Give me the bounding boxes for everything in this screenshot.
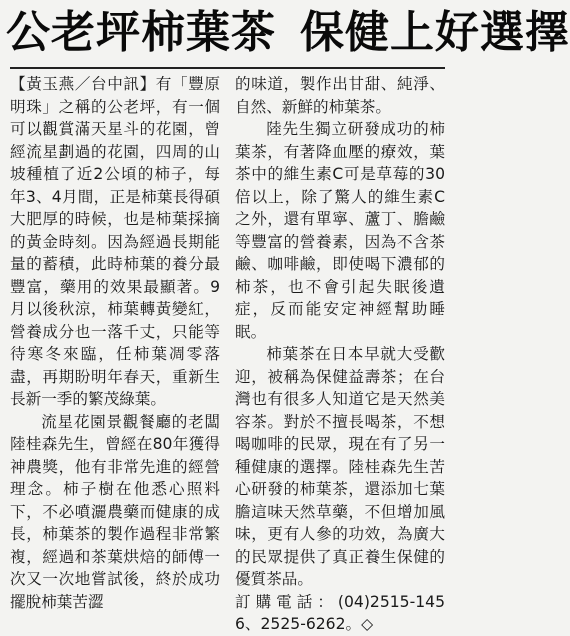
article-column-left: [10, 73, 220, 613]
paragraph-3: 陸先生獨立研發成功的柿葉茶，有著降血壓的療效，葉茶中的維生素C可是草莓的30倍以上，除了驚人的維生素C之外，還有單寧、蘆丁、膽鹼等豐富的營養素，因為不含茶鹼、咖啡鹼，即使喝下濃郁的柿茶，也不會引起失眠後遺症，反而能安定神經幫助睡眠。: [235, 120, 445, 341]
dateline: 【黃玉燕／台中訊】: [10, 75, 156, 93]
paragraph-4: 柿葉茶在日本早就大受歡迎，被稱為保健益壽茶；在台灣也有很多人知道它是天然美容茶。對於不擅長喝茶，不想喝咖啡的民眾，現在有了另一種健康的選擇。陸桂森先生苦心研發的柿葉茶，還添加七葉膽這味天然草藥，不但增加風味，更有人參的功效，為廣大的民眾提供了真正養生保健的優質茶品。: [235, 345, 445, 588]
headline-divider: [10, 67, 445, 69]
paragraph-2: 流星花園景觀餐廳的老闆陸桂森先生，曾經在80年獲得神農獎，他有非常先進的經營理念。柿子樹在他悉心照料下，不必噴灑農藥而健康的成長，柿葉茶的製作過程非常繁複，經過和茶葉烘焙的師傅一次又一次地嘗試後，終於成功擺脫柿葉苦澀: [10, 412, 220, 611]
headline: [6, 2, 570, 64]
article-column-right: [235, 73, 445, 636]
paragraph-1-text: 有「豐原明珠」之稱的公老坪，有一個可以觀賞滿天星斗的花園，曾經流星劃過的花園，四周的山坡種植了近2公頃的柿子，每年3、4月間，正是柿葉長得碩大肥厚的時候，也是柿葉採摘的黃金時刻。因為經過長期能量的蓄積，此時柿葉的養分最豐富，藥用的效果最顯著。9月以後秋涼，柿葉轉黃變紅，營養成分也一落千丈，只能等待寒冬來臨，任柿葉凋零落盡，再期盼明年春天，重新生長新一季的繁茂綠葉。: [10, 75, 220, 408]
headline-part-1: 公老坪柿葉茶: [6, 7, 276, 58]
headline-part-2: 保健上好選擇: [300, 7, 570, 58]
paragraph-1: [10, 73, 220, 411]
paragraph-2-continued: 的味道，製作出甘甜、純淨、自然、新鮮的柿葉茶。: [235, 75, 445, 116]
order-phone: 訂購電話：(04)2515-1456、2525-6262。◇: [235, 592, 445, 633]
